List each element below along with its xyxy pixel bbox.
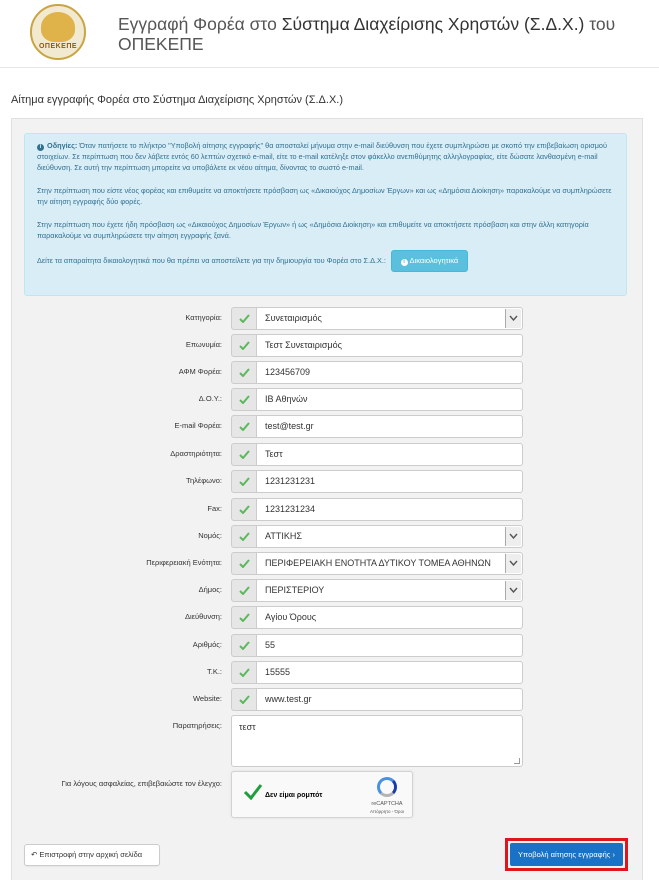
submit-highlight bbox=[505, 838, 628, 871]
row-phone: Τηλέφωνο: 1231231231 bbox=[0, 470, 659, 493]
row-doy: Δ.Ο.Υ.: ΙΒ Αθηνών bbox=[0, 388, 659, 411]
check-icon bbox=[231, 470, 256, 493]
recaptcha-logo-icon bbox=[377, 777, 397, 797]
postal-code-input[interactable]: 15555 bbox=[256, 661, 523, 684]
remarks-textarea[interactable]: τεστ bbox=[231, 715, 523, 767]
chevron-right-icon: › bbox=[612, 850, 615, 859]
prefecture-select[interactable]: ΑΤΤΙΚΗΣ bbox=[256, 525, 523, 548]
check-icon bbox=[231, 498, 256, 521]
info-icon: i bbox=[37, 144, 44, 151]
documents-button[interactable]: i Δικαιολογητικά bbox=[391, 250, 468, 272]
opekepe-logo: ΟΠΕΚΕΠΕ bbox=[30, 4, 86, 60]
back-to-home-button[interactable]: ↶ Επιστροφή στην αρχική σελίδα bbox=[24, 844, 160, 866]
row-remarks: Παρατηρήσεις: bbox=[172, 721, 222, 730]
instructions-alert: i Οδηγίες: Όταν πατήσετε το πλήκτρο "Υποβολή αίτησης εγγραφής" θα αποσταλεί μήνυμα στην e-mail διεύθυνση που έχετε συμπληρώσει με σκοπό την επιβεβαίωση ορισμού στοιχείων. Σε περίπτωση που δεν λάβετε εντός 60 λεπτών σχετικό e-mail, είτε το e-mail κατέληξε στον φάκελλο ανεπιθύμητης αλληλογραφίας, είτε δώσατε λανθασμένη e-mail διεύθυνση. Σε αυτή την περίπτωση μπορείτε να υποβάλετε εκ νέου αίτημα, δίνοντας το σωστό e-mail. Στην περίπτωση που είστε νέος φορέας και επιθυμείτε να αποκτήσετε πρόσβαση ως «Δικαιούχος Δημοσίων Έργων» και ως «Δημόσια Διοίκηση» παρακαλούμε να συμπληρώσετε την αίτηση εγγραφής δύο φορές. Στην περίπτωση που έχετε ήδη πρόσβαση ως «Δικαιούχος Δημοσίων Έργων» ή ως «Δημόσια Διοίκηση» και επιθυμείτε να αποκτήσετε πρόσβαση και στην άλλη κατηγορία παρακαλούμε να συμπληρώσετε την αίτηση εγγραφής ξανά. Δείτε τα απαραίτητα δικαιολογητικά που θα πρέπει να αποστείλετε για την δημιουργία του Φορέα στο Σ.Δ.Χ.: i Δικαιολογητικά bbox=[24, 133, 627, 296]
chevron-down-icon bbox=[505, 309, 521, 328]
check-icon bbox=[231, 661, 256, 684]
category-select[interactable]: Συνεταιρισμός bbox=[256, 307, 523, 330]
row-address: Διεύθυνση: Αγίου Όρους bbox=[0, 606, 659, 629]
phone-input[interactable]: 1231231231 bbox=[256, 470, 523, 493]
check-icon bbox=[231, 525, 256, 548]
check-icon bbox=[231, 634, 256, 657]
page-title: Εγγραφή Φορέα στο Σύστημα Διαχείρισης Χρηστών (Σ.Δ.Χ.) του ΟΠΕΚΕΠΕ bbox=[118, 14, 616, 54]
row-category: Κατηγορία: Συνεταιρισμός bbox=[0, 307, 659, 330]
row-prefecture: Νομός: ΑΤΤΙΚΗΣ bbox=[0, 525, 659, 548]
check-icon bbox=[231, 415, 256, 438]
chevron-down-icon bbox=[505, 581, 521, 600]
resize-handle[interactable] bbox=[514, 758, 520, 764]
row-fax: Fax: 1231231234 bbox=[0, 498, 659, 521]
check-icon bbox=[231, 388, 256, 411]
chevron-down-icon bbox=[505, 554, 521, 573]
municipality-select[interactable]: ΠΕΡΙΣΤΕΡΙΟΥ bbox=[256, 579, 523, 602]
doy-input[interactable]: ΙΒ Αθηνών bbox=[256, 388, 523, 411]
row-name: Επωνυμία: Τεστ Συνεταιρισμός bbox=[0, 334, 659, 357]
chevron-down-icon bbox=[505, 527, 521, 546]
page-header bbox=[0, 0, 659, 68]
check-icon bbox=[231, 606, 256, 629]
check-icon bbox=[231, 307, 256, 330]
row-municipality: Δήμος: ΠΕΡΙΣΤΕΡΙΟΥ bbox=[0, 579, 659, 602]
fax-input[interactable]: 1231231234 bbox=[256, 498, 523, 521]
row-email: E-mail Φορέα: test@test.gr bbox=[0, 415, 659, 438]
row-captcha: Για λόγους ασφαλείας, επιβεβαιώστε τον έλεγχο: bbox=[61, 779, 222, 788]
back-arrow-icon: ↶ bbox=[31, 850, 38, 859]
row-postal-code: Τ.Κ.: 15555 bbox=[0, 661, 659, 684]
info-icon: i bbox=[401, 259, 408, 266]
email-field[interactable]: test@test.gr bbox=[256, 415, 523, 438]
check-icon bbox=[231, 443, 256, 466]
regional-unit-select[interactable]: ΠΕΡΙΦΕΡΕΙΑΚΗ ΕΝΟΤΗΤΑ ΔΥΤΙΚΟΥ ΤΟΜΕΑ ΑΘΗΝΩΝ bbox=[256, 552, 523, 575]
check-icon bbox=[231, 688, 256, 711]
check-icon bbox=[231, 361, 256, 384]
row-activity: Δραστηριότητα: Τεστ bbox=[0, 443, 659, 466]
afm-input[interactable]: 123456709 bbox=[256, 361, 523, 384]
captcha-check-icon[interactable] bbox=[243, 783, 263, 806]
website-input[interactable]: www.test.gr bbox=[256, 688, 523, 711]
row-website: Website: www.test.gr bbox=[0, 688, 659, 711]
submit-registration-button[interactable]: Υποβολή αίτησης εγγραφής › bbox=[510, 843, 623, 866]
recaptcha-widget[interactable]: Δεν είμαι ρομπότ reCAPTCHA Απόρρητο - Όροι bbox=[231, 771, 413, 818]
check-icon bbox=[231, 579, 256, 602]
name-input[interactable]: Τεστ Συνεταιρισμός bbox=[256, 334, 523, 357]
address-input[interactable]: Αγίου Όρους bbox=[256, 606, 523, 629]
number-input[interactable]: 55 bbox=[256, 634, 523, 657]
row-afm: ΑΦΜ Φορέα: 123456709 bbox=[0, 361, 659, 384]
check-icon bbox=[231, 334, 256, 357]
row-number: Αριθμός: 55 bbox=[0, 634, 659, 657]
check-icon bbox=[231, 552, 256, 575]
form-title: Αίτημα εγγραφής Φορέα στο Σύστημα Διαχείρισης Χρηστών (Σ.Δ.Χ.) bbox=[11, 94, 344, 106]
activity-input[interactable]: Τεστ bbox=[256, 443, 523, 466]
row-regional-unit: Περιφερειακή Ενότητα: ΠΕΡΙΦΕΡΕΙΑΚΗ ΕΝΟΤΗΤΑ ΔΥΤΙΚΟΥ ΤΟΜΕΑ ΑΘΗΝΩΝ bbox=[0, 552, 659, 575]
